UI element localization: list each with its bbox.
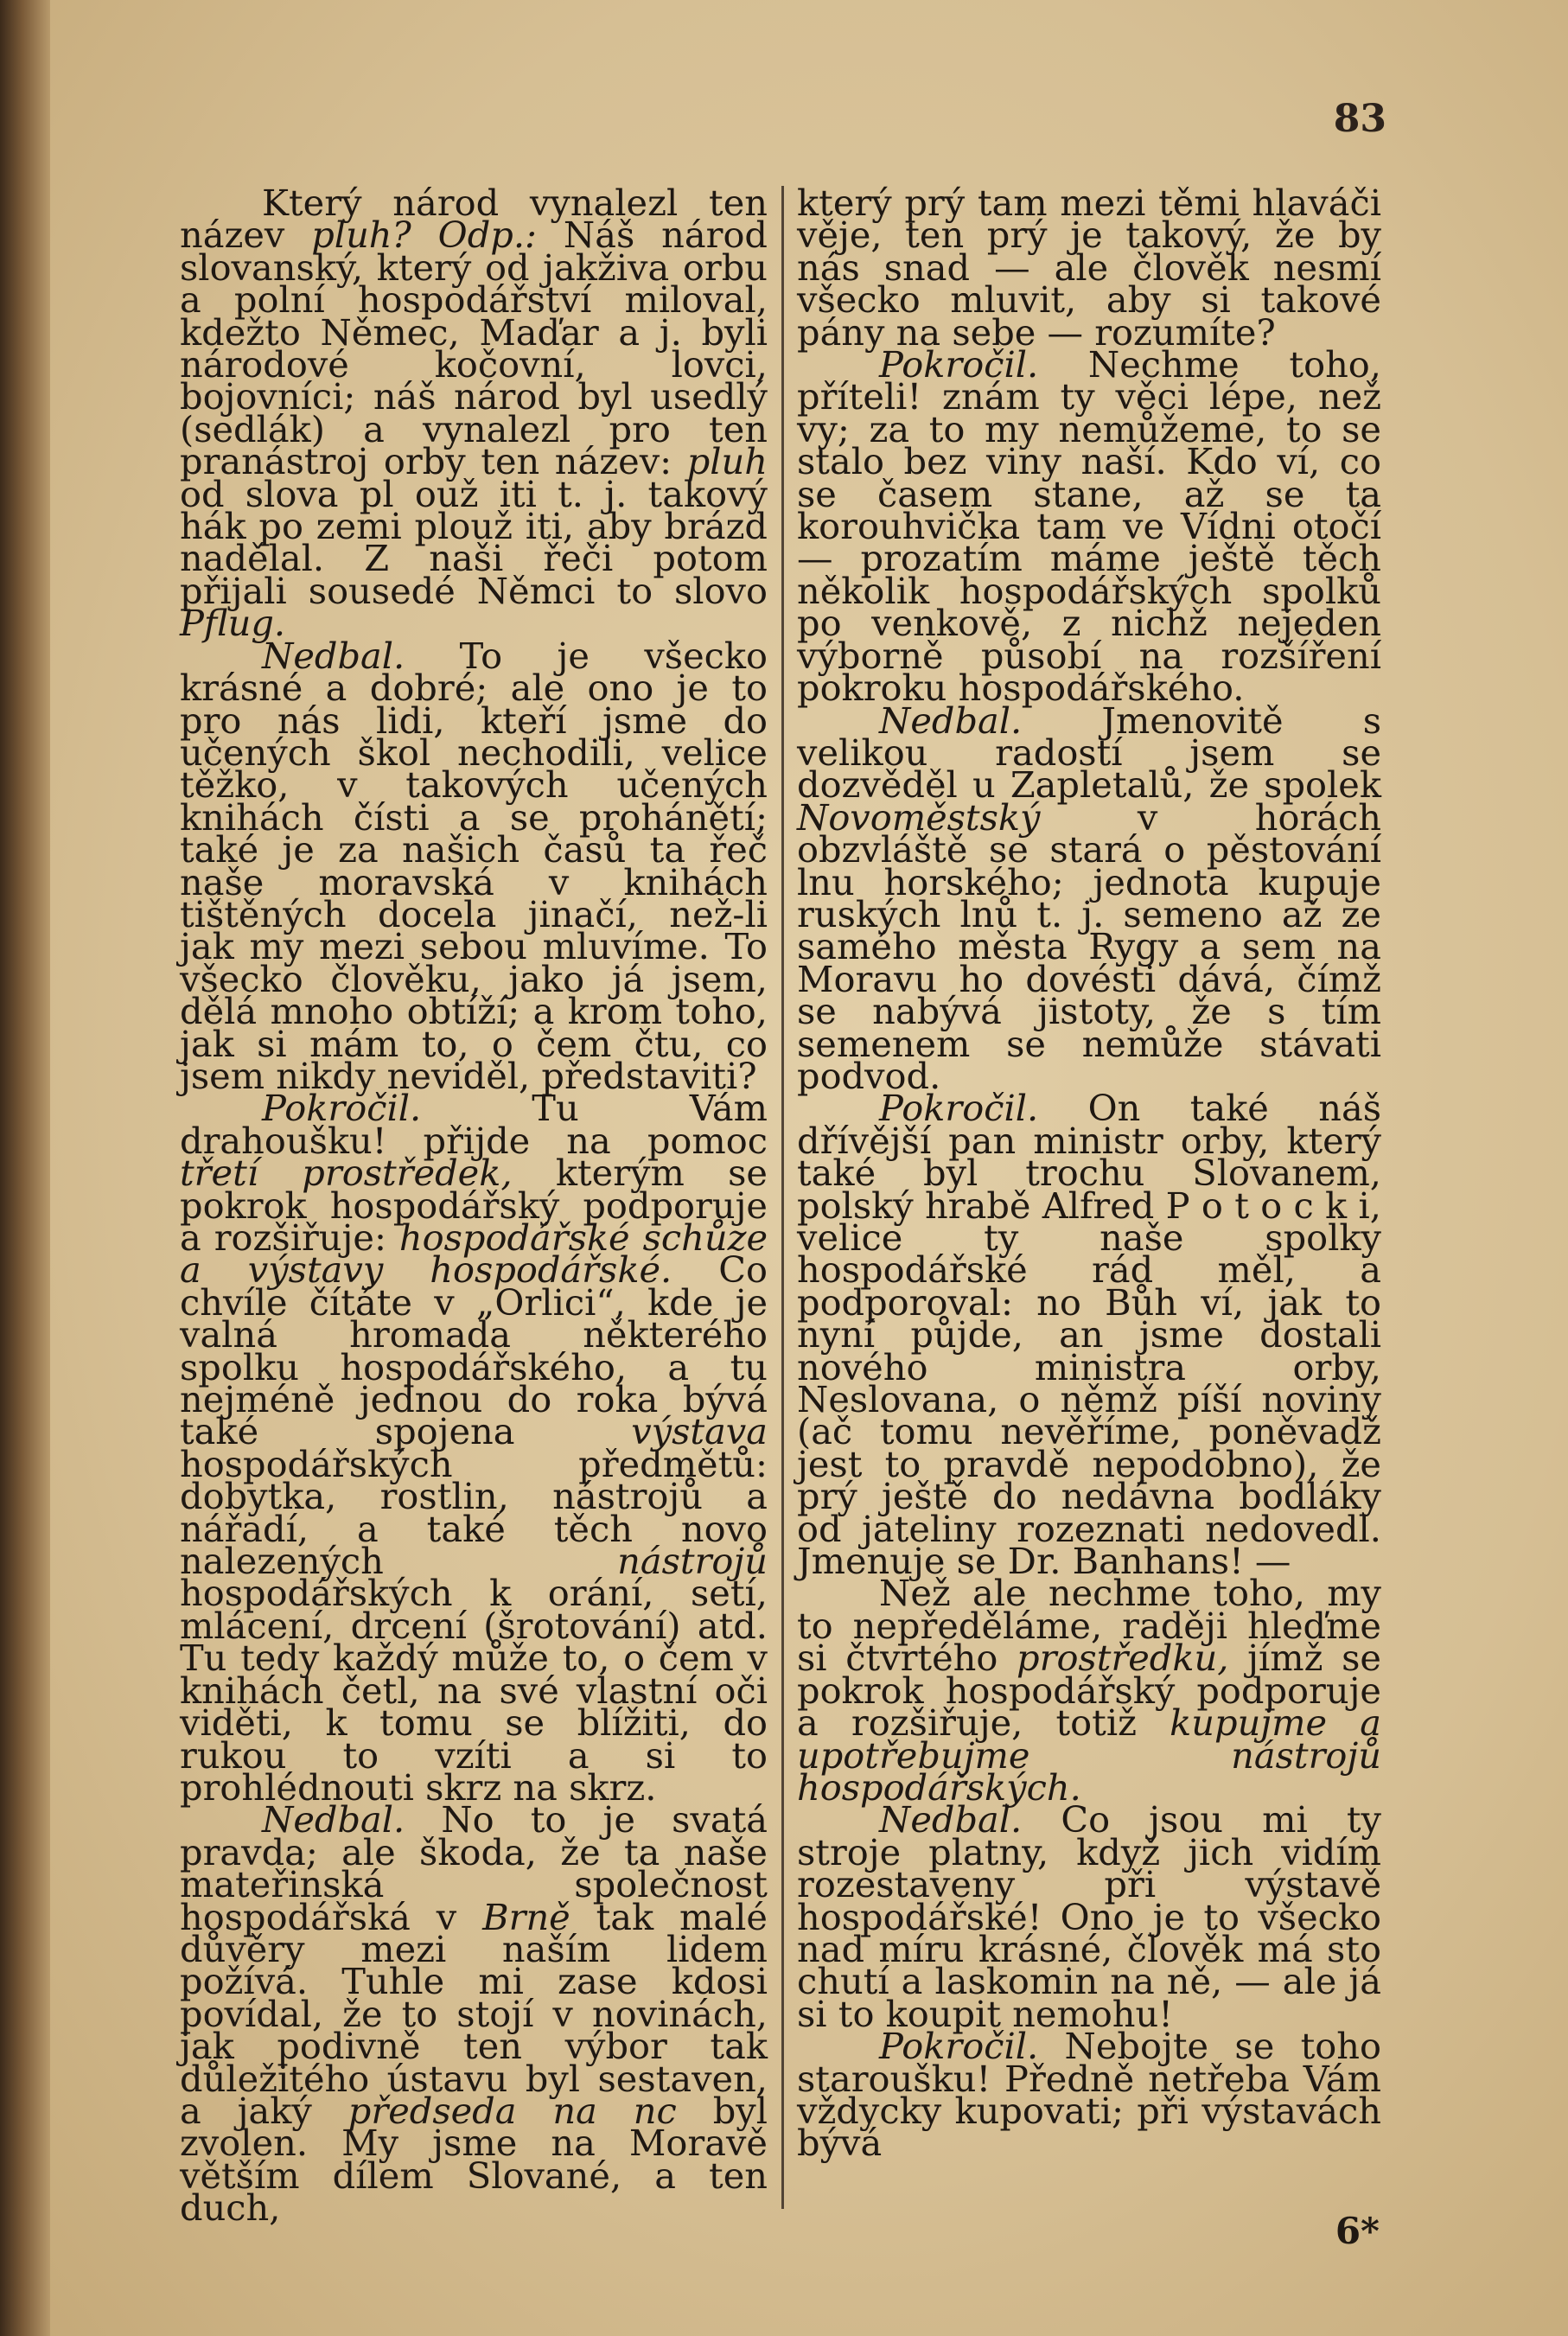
italic-text: kupujme a upotřebujme nástrojů hospodářských. [797,1701,1381,1809]
text-run: To je všecko krásné a dobré; ale ono je to pro nás lidi, kteří jsme do učených škol nechodili, velice těžko, v takových učených knihách čísti a se prohánětí; také je za našich časů ta řeč naše moravská v knihách tištěných docela jinačí, než-li jak my mezi sebou mluvíme. To všecko člověku, jako já jsem, dělá mnoho obtíží; a krom toho, jak si mám to, o čem čtu, co jsem nikdy neviděl, představiti? [180,634,768,1097]
italic-text: Pflug. [180,602,286,645]
text-run: jímž se pokrok hospodářský podporuje a rozšiřuje, totiž [797,1637,1381,1745]
text-run: Co jsou mi ty stroje platny, když jich vidím rozestaveny při výstavě hospodářské! Ono je to všecko nad míru krásné, člověk má sto chutí a laskomin na ně, — ale já si to koupit nemohu! [797,1798,1381,2035]
paragraph [797,699,1381,1097]
text-run: Jmenovitě s velikou radostí jsem se dozvěděl u Zapletalů, že spolek [797,699,1381,807]
text-run: Nechme toho, příteli! znám ty věci lépe, než vy; za to my nemůžeme, to se stalo bez viny naší. Kdo ví, co se časem stane, až se ta korouhvička tam ve Vídni otočí — prozatím máme ještě těch několik hospodářských spolků po venkově, z nichž nejeden výborně působí na rozšíření pokroku hospodářského. [797,343,1381,710]
italic-text: Pokročil. [879,343,1039,386]
text-run: Náš národ slovanský, který od jakživa orbu a polní hospodářství miloval, kdežto Němec, Maďar a j. byli národové kočovní, lovci, bojovníci; náš národ byl usedlý (sedlák) a vynalezl pro ten pranástroj orby ten název: [180,214,768,483]
paragraph [180,1798,768,2230]
left-text-column [180,182,768,2230]
right-text-column [797,182,1381,2165]
italic-text: pluh [686,440,768,483]
paragraph [797,1572,1381,1809]
text-run: On také náš dřívější pan ministr orby, který také byl trochu Slovanem, polský hrabě Alfred P o t o c k i, velice ty naše spolky hospodářské rád měl, a podporoval: no Bůh ví, jak to nyní půjde, an jsme dostali nového ministra orby, Neslovana, o němž píší noviny (ač tomu nevěříme, poněvadž jest to pravdě nepodobno), že prý ještě do nedávna bodláky od jateliny rozeznati nedovedl. Jmenuje se Dr. Banhans! — [797,1087,1381,1583]
italic-text: Brně [482,1895,570,1938]
column-divider [781,186,784,2209]
text-run: hospodářských předmětů: dobytka, rostlin, nástrojů a nářadí, a také těch novo nalezených [180,1442,768,1583]
italic-text: Nedbal. [262,634,405,677]
paragraph [180,1087,768,1809]
text-run: Tu Vám drahoušku! přijde na pomoc [180,1087,768,1162]
text-run: byl zvolen. My jsme na Moravě větším dílem Slované, a ten duch, [180,2089,768,2230]
paragraph [797,1798,1381,2035]
italic-text: Pokročil. [879,1087,1039,1130]
paragraph [180,182,768,645]
italic-text: Nedbal. [262,1798,405,1841]
italic-text: pluh? Odp.: [311,214,537,257]
text-run: který prý tam mezi těmi hlaváči věje, ten prý je takový, že by nás snad — ale člověk nesmí všecko mluvit, aby si takové pány na sebe — rozumíte? [797,182,1381,354]
italic-text: předseda na nc [347,2089,677,2132]
text-run: tak malé důvěry mezi naším lidem požívá. Tuhle mi zase kdosi povídal, že to stojí v novinách, jak podivně ten výbor tak důležitého ústavu byl sestaven, a jaký [180,1895,768,2132]
paragraph [797,182,1381,354]
text-run: hospodářských k orání, setí, mlácení, drcení (šrotování) atd. Tu tedy každý může to, o čem v knihách četl, na své vlastní oči viděti, k tomu se blížiti, do rukou to vzíti a si to prohlédnouti skrz na skrz. [180,1572,768,1809]
text-run: Než ale nechme toho, my to nepředěláme, raději hleďme si čtvrtého [797,1572,1381,1680]
text-run: kterým se pokrok hospodářský podporuje a rozšiřuje: [180,1152,768,1259]
signature-mark: 6* [1335,2210,1380,2252]
text-run: Který národ vynalezl ten název [180,182,768,257]
italic-text: hospodářské schůze a výstavy hospodářské. [180,1216,768,1292]
italic-text: Novoměstský [797,795,1041,839]
italic-text: Pokročil. [262,1087,422,1130]
italic-text: třetí prostředek, [180,1152,513,1195]
book-spine [0,0,50,2336]
paragraph [797,1087,1381,1583]
text-run: Nebojte se toho staroušku! Předně netřeba Vám vždycky kupovati; při výstavách bývá [797,2025,1381,2165]
italic-text: výstava [631,1410,768,1453]
page-number: 83 [1333,97,1386,141]
paragraph [797,343,1381,710]
italic-text: prostředku, [1017,1637,1229,1680]
text-run: od slova pl ouž iti t. j. takový hák po zemi plouž iti, aby brázd nadělal. Z naši řeči potom přijali sousedé Němci to slovo [180,472,768,612]
italic-text: nástrojů [617,1540,768,1583]
paragraph [797,2025,1381,2165]
paragraph [180,634,768,1097]
text-run: v horách obzvláště se stará o pěstování lnu horského; jednota kupuje ruských lnů t. j. semeno až ze samého města Rygy a sem na Moravu ho dovésti dává, čímž se nabývá jistoty, že s tím semenem se nemůže stávati podvod. [797,795,1381,1097]
text-run: No to je svatá pravda; ale škoda, že ta naše mateřinská společnost hospodářská v [180,1798,768,1938]
italic-text: Nedbal. [879,1798,1023,1841]
text-run: Co chvíle čítáte v „Orlici“, kde je valná hromada některého spolku hospodářského, a tu nejméně jednou do roka bývá také spojena [180,1248,768,1453]
italic-text: Nedbal. [879,699,1023,742]
italic-text: Pokročil. [879,2025,1039,2068]
